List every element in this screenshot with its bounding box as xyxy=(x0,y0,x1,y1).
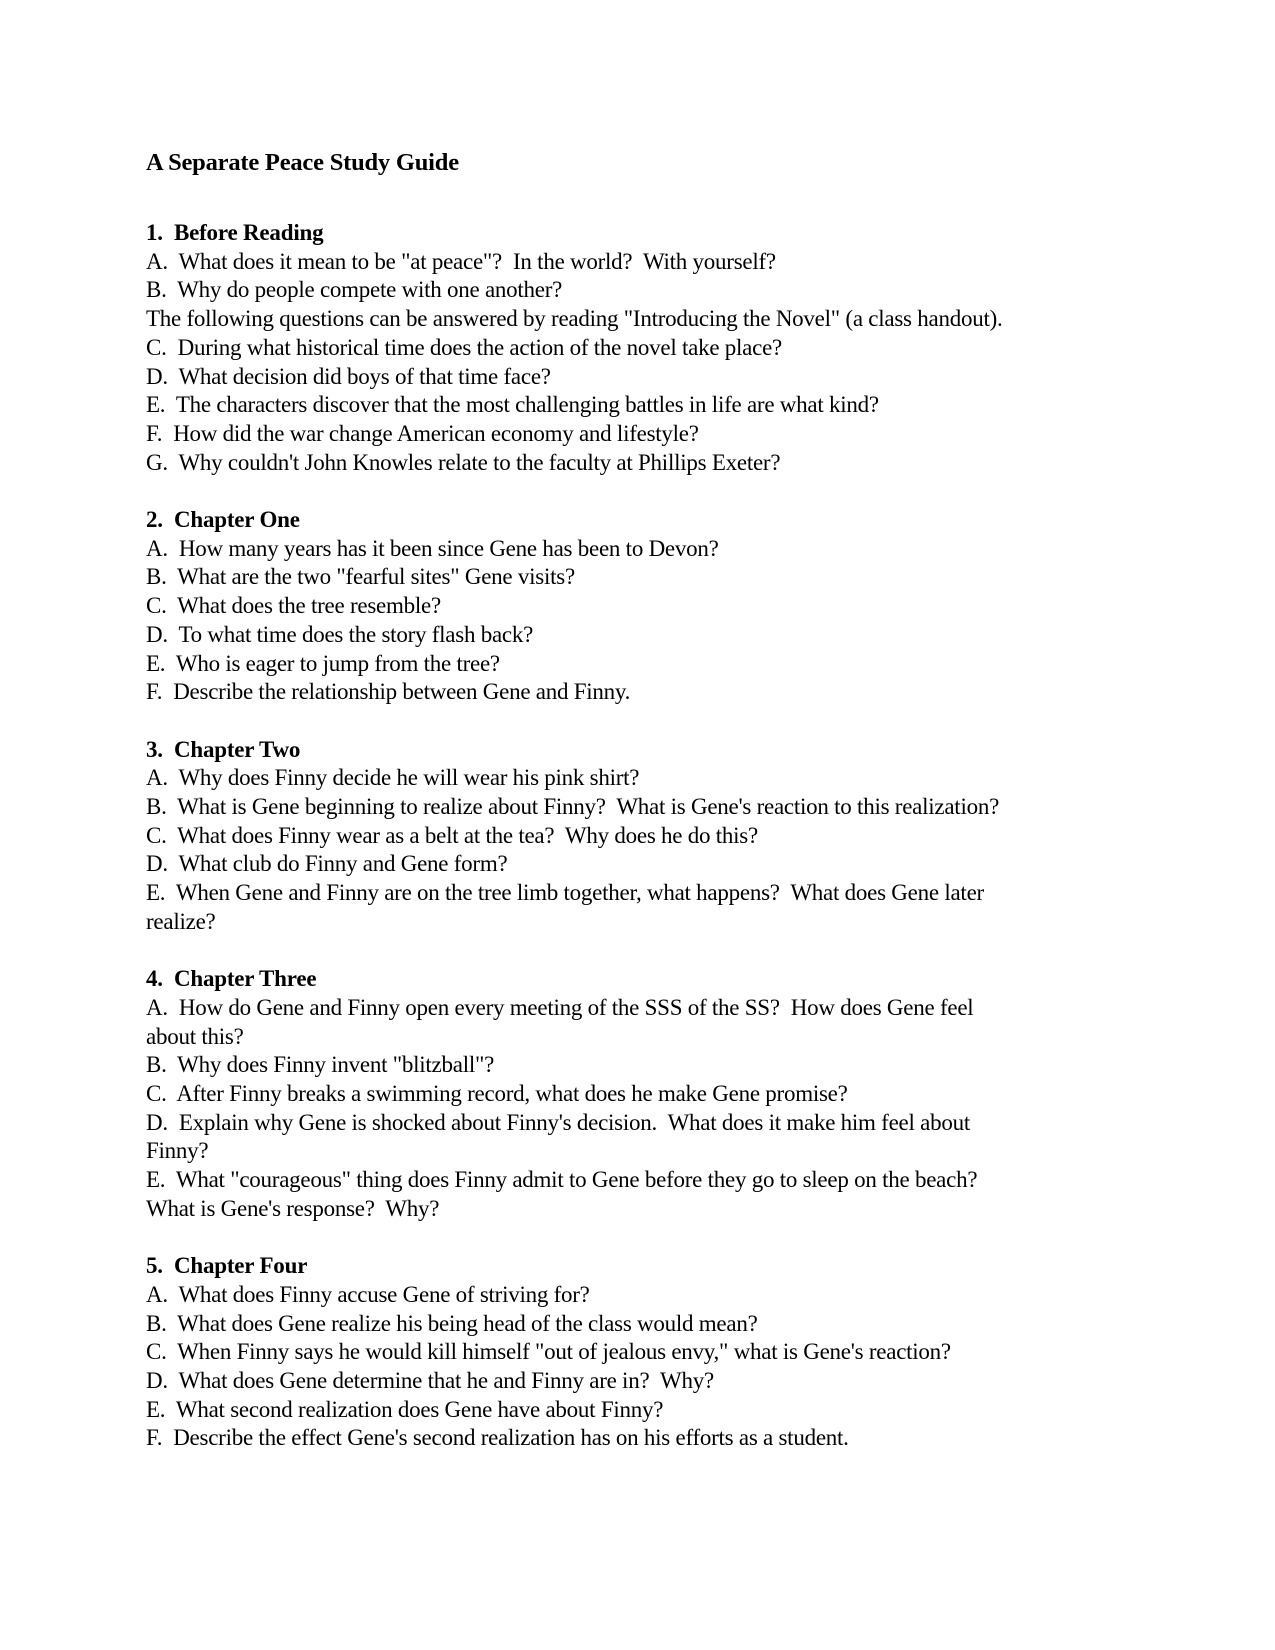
question-line: A. How many years has it been since Gene has been to Devon? xyxy=(146,535,719,561)
question-line: The following questions can be answered by reading "Introducing the Novel" (a class handout). xyxy=(146,306,1003,332)
question-line: D. What decision did boys of that time face? xyxy=(146,363,551,389)
question-line: E. Who is eager to jump from the tree? xyxy=(146,650,500,676)
question-line: B. What is Gene beginning to realize about Finny? What is Gene's reaction to this realization? xyxy=(146,794,1000,820)
sections-container xyxy=(146,219,1217,1453)
question-line: E. What second realization does Gene have about Finny? xyxy=(146,1396,664,1422)
question-line: F. Describe the relationship between Gene and Finny. xyxy=(146,679,631,705)
study-guide-section xyxy=(146,965,1217,1223)
question-line: A. How do Gene and Finny open every meeting of the SSS of the SS? How does Gene feel xyxy=(146,994,974,1020)
question-line: C. During what historical time does the action of the novel take place? xyxy=(146,334,783,360)
question-line: E. When Gene and Finny are on the tree limb together, what happens? What does Gene later xyxy=(146,880,984,906)
question-line: D. What does Gene determine that he and Finny are in? Why? xyxy=(146,1368,714,1394)
study-guide-section xyxy=(146,736,1217,937)
question-line: What is Gene's response? Why? xyxy=(146,1195,440,1221)
question-line: A. What does Finny accuse Gene of striving for? xyxy=(146,1281,590,1307)
question-line: D. Explain why Gene is shocked about Finny's decision. What does it make him feel about xyxy=(146,1109,970,1135)
question-line: A. What does it mean to be "at peace"? In the world? With yourself? xyxy=(146,248,776,274)
question-line: B. What are the two "fearful sites" Gene visits? xyxy=(146,564,575,590)
question-line: E. The characters discover that the most challenging battles in life are what kind? xyxy=(146,392,879,418)
study-guide-section xyxy=(146,1252,1217,1453)
question-line: Finny? xyxy=(146,1138,209,1164)
section-heading: 3. Chapter Two xyxy=(146,736,301,762)
question-line: D. What club do Finny and Gene form? xyxy=(146,851,508,877)
question-line: D. To what time does the story flash back? xyxy=(146,621,534,647)
section-heading: 1. Before Reading xyxy=(146,220,324,245)
question-line: C. What does the tree resemble? xyxy=(146,593,441,619)
question-line: E. What "courageous" thing does Finny admit to Gene before they go to sleep on the beach? xyxy=(146,1167,978,1193)
question-line: F. Describe the effect Gene's second realization has on his efforts as a student. xyxy=(146,1425,849,1451)
question-line: C. After Finny breaks a swimming record, what does he make Gene promise? xyxy=(146,1081,848,1107)
document-title: A Separate Peace Study Guide xyxy=(146,149,459,176)
question-line: C. What does Finny wear as a belt at the tea? Why does he do this? xyxy=(146,822,758,848)
section-heading: 5. Chapter Four xyxy=(146,1253,308,1279)
question-line: realize? xyxy=(146,908,216,934)
question-line: B. Why do people compete with one another? xyxy=(146,277,563,303)
question-line: F. How did the war change American economy and lifestyle? xyxy=(146,420,699,446)
question-line: about this? xyxy=(146,1023,244,1049)
question-line: B. Why does Finny invent "blitzball"? xyxy=(146,1052,495,1078)
question-line: A. Why does Finny decide he will wear his pink shirt? xyxy=(146,765,640,791)
question-line: C. When Finny says he would kill himself "out of jealous envy," what is Gene's reaction? xyxy=(146,1339,951,1365)
section-heading: 4. Chapter Three xyxy=(146,966,317,992)
study-guide-section xyxy=(146,506,1217,707)
study-guide-section xyxy=(146,219,1217,477)
question-line: G. Why couldn't John Knowles relate to the faculty at Phillips Exeter? xyxy=(146,449,781,475)
question-line: B. What does Gene realize his being head of the class would mean? xyxy=(146,1310,758,1336)
section-heading: 2. Chapter One xyxy=(146,507,300,533)
